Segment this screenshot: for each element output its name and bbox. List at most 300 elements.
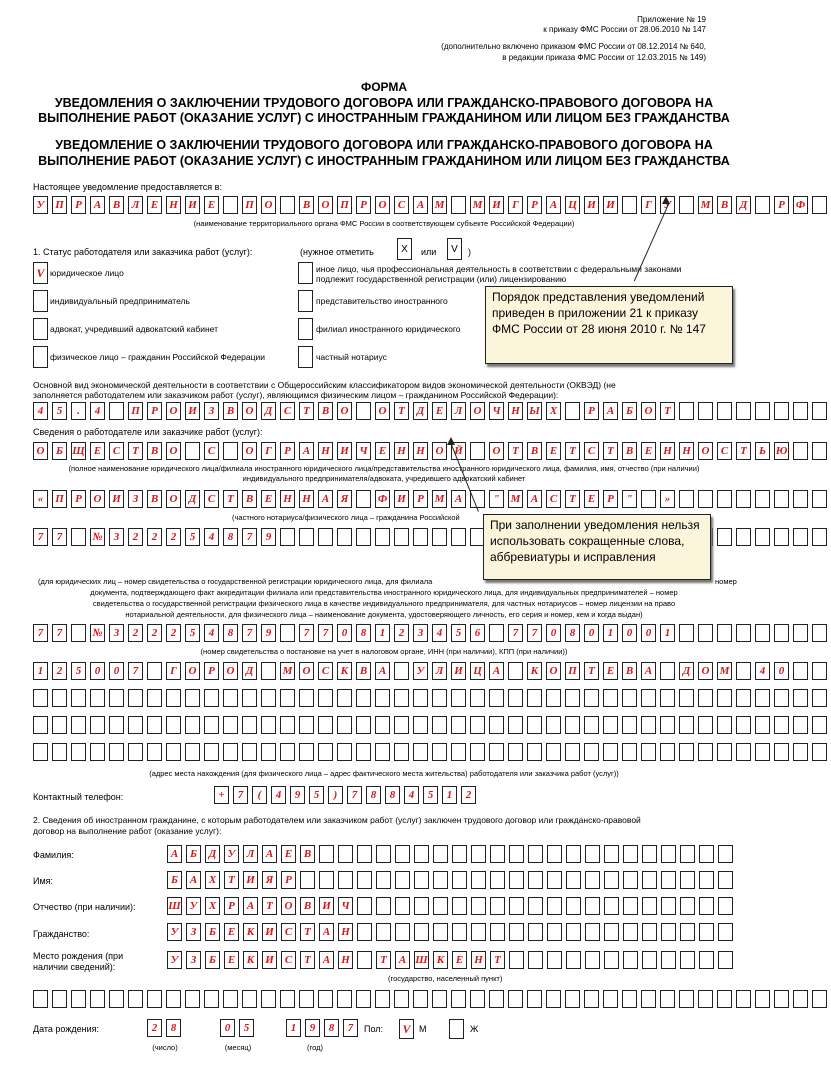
letter-cell[interactable]: О (242, 402, 257, 420)
letter-cell[interactable]: 8 (565, 624, 580, 642)
letter-cell[interactable] (509, 951, 524, 969)
letter-cell[interactable] (661, 897, 676, 915)
letter-cell[interactable]: З (186, 951, 201, 969)
letter-cell[interactable] (52, 743, 67, 761)
letter-cell[interactable] (337, 990, 352, 1008)
letter-cell[interactable] (736, 716, 751, 734)
letter-cell[interactable] (622, 743, 637, 761)
letter-cell[interactable] (565, 402, 580, 420)
letter-cell[interactable]: 0 (546, 624, 561, 642)
letter-cell[interactable]: В (223, 402, 238, 420)
letter-cell[interactable]: И (185, 196, 200, 214)
letter-cell[interactable]: 7 (52, 528, 67, 546)
letter-cell[interactable] (660, 689, 675, 707)
letter-cell[interactable] (528, 951, 543, 969)
letter-cell[interactable] (623, 897, 638, 915)
letter-cell[interactable] (452, 897, 467, 915)
letter-cell[interactable] (375, 716, 390, 734)
letter-cell[interactable]: И (489, 196, 504, 214)
letter-cell[interactable]: Ч (338, 897, 353, 915)
letter-cell[interactable]: 7 (347, 786, 362, 804)
letter-cell[interactable]: Ш (167, 897, 182, 915)
letter-cell[interactable] (280, 743, 295, 761)
letter-cell[interactable]: 5 (52, 402, 67, 420)
letter-cell[interactable]: А (262, 845, 277, 863)
letter-cell[interactable] (566, 951, 581, 969)
letter-cell[interactable] (736, 490, 751, 508)
letter-cell[interactable] (433, 845, 448, 863)
letter-cell[interactable] (109, 990, 124, 1008)
letter-cell[interactable]: Р (584, 402, 599, 420)
letter-cell[interactable] (755, 490, 770, 508)
letter-cell[interactable]: 2 (166, 624, 181, 642)
letter-cell[interactable] (395, 845, 410, 863)
letter-cell[interactable] (584, 990, 599, 1008)
letter-cell[interactable]: О (299, 662, 314, 680)
letter-cell[interactable]: О (698, 662, 713, 680)
letter-cell[interactable]: П (242, 196, 257, 214)
letter-cell[interactable] (261, 716, 276, 734)
letter-cell[interactable] (793, 716, 808, 734)
letter-cell[interactable] (679, 990, 694, 1008)
letter-cell[interactable]: Н (166, 196, 181, 214)
letter-cell[interactable] (774, 689, 789, 707)
letter-cell[interactable] (585, 951, 600, 969)
letter-cell[interactable]: Р (147, 402, 162, 420)
letter-cell[interactable]: 6 (470, 624, 485, 642)
letter-cell[interactable]: 0 (337, 624, 352, 642)
letter-cell[interactable]: Ц (470, 662, 485, 680)
letter-cell[interactable] (470, 442, 485, 460)
letter-cell[interactable] (471, 871, 486, 889)
letter-cell[interactable]: Г (261, 442, 276, 460)
letter-cell[interactable] (565, 716, 580, 734)
letter-cell[interactable]: В (299, 196, 314, 214)
letter-cell[interactable] (793, 990, 808, 1008)
letter-cell[interactable] (604, 871, 619, 889)
letter-cell[interactable] (319, 871, 334, 889)
letter-cell[interactable] (223, 442, 238, 460)
letter-cell[interactable]: О (641, 402, 656, 420)
birth-year-grid[interactable] (286, 1019, 362, 1037)
letter-cell[interactable] (432, 743, 447, 761)
letter-cell[interactable]: О (546, 662, 561, 680)
letter-cell[interactable]: С (109, 442, 124, 460)
letter-cell[interactable] (528, 871, 543, 889)
letter-cell[interactable] (699, 897, 714, 915)
letter-cell[interactable] (375, 990, 390, 1008)
checkbox-representative-office[interactable] (298, 290, 313, 312)
letter-cell[interactable] (699, 951, 714, 969)
letter-cell[interactable] (680, 923, 695, 941)
letter-cell[interactable] (109, 689, 124, 707)
letter-cell[interactable]: А (641, 662, 656, 680)
letter-cell[interactable]: С (584, 442, 599, 460)
letter-cell[interactable]: 7 (33, 624, 48, 642)
letter-cell[interactable] (642, 923, 657, 941)
letter-cell[interactable]: А (603, 402, 618, 420)
letter-cell[interactable] (109, 743, 124, 761)
letter-cell[interactable]: Т (376, 951, 391, 969)
letter-cell[interactable]: Е (452, 951, 467, 969)
letter-cell[interactable]: 7 (233, 786, 248, 804)
letter-cell[interactable] (470, 716, 485, 734)
letter-cell[interactable]: В (318, 402, 333, 420)
letter-cell[interactable]: 7 (242, 624, 257, 642)
checkbox-notary[interactable] (298, 346, 313, 368)
letter-cell[interactable]: Т (300, 923, 315, 941)
letter-cell[interactable] (147, 689, 162, 707)
letter-cell[interactable]: Л (128, 196, 143, 214)
letter-cell[interactable]: 4 (432, 624, 447, 642)
letter-cell[interactable] (90, 743, 105, 761)
letter-cell[interactable]: М (432, 490, 447, 508)
letter-cell[interactable] (755, 990, 770, 1008)
letter-cell[interactable] (718, 871, 733, 889)
letter-cell[interactable] (185, 442, 200, 460)
letter-cell[interactable]: 8 (366, 786, 381, 804)
letter-cell[interactable] (299, 528, 314, 546)
letter-cell[interactable]: З (204, 402, 219, 420)
letter-cell[interactable] (793, 402, 808, 420)
letter-cell[interactable] (337, 743, 352, 761)
letter-cell[interactable] (774, 490, 789, 508)
letter-cell[interactable]: О (318, 196, 333, 214)
letter-cell[interactable]: 9 (290, 786, 305, 804)
letter-cell[interactable]: А (546, 196, 561, 214)
letter-cell[interactable] (660, 662, 675, 680)
letter-cell[interactable]: 7 (508, 624, 523, 642)
letter-cell[interactable] (147, 662, 162, 680)
letter-cell[interactable]: 2 (52, 662, 67, 680)
letter-cell[interactable] (603, 990, 618, 1008)
letter-cell[interactable]: Ф (375, 490, 390, 508)
letter-cell[interactable] (585, 845, 600, 863)
letter-cell[interactable]: С (394, 196, 409, 214)
letter-cell[interactable]: Т (565, 442, 580, 460)
letter-cell[interactable]: П (52, 490, 67, 508)
letter-cell[interactable] (698, 624, 713, 642)
letter-cell[interactable]: И (319, 897, 334, 915)
letter-cell[interactable]: 9 (305, 1019, 320, 1037)
letter-cell[interactable] (604, 951, 619, 969)
letter-cell[interactable] (565, 689, 580, 707)
birthplace-grid[interactable] (167, 951, 737, 969)
letter-cell[interactable] (680, 951, 695, 969)
letter-cell[interactable]: 8 (166, 1019, 181, 1037)
letter-cell[interactable]: Т (603, 442, 618, 460)
letter-cell[interactable] (432, 716, 447, 734)
letter-cell[interactable] (413, 528, 428, 546)
letter-cell[interactable] (585, 923, 600, 941)
letter-cell[interactable] (489, 689, 504, 707)
letter-cell[interactable] (414, 923, 429, 941)
letter-cell[interactable] (812, 624, 827, 642)
letter-cell[interactable] (470, 490, 485, 508)
letter-cell[interactable] (90, 716, 105, 734)
letter-cell[interactable]: . (71, 402, 86, 420)
letter-cell[interactable] (318, 716, 333, 734)
letter-cell[interactable]: 1 (286, 1019, 301, 1037)
letter-cell[interactable]: Л (243, 845, 258, 863)
letter-cell[interactable] (71, 689, 86, 707)
letter-cell[interactable] (223, 689, 238, 707)
letter-cell[interactable]: И (337, 442, 352, 460)
checkbox-other-person[interactable] (298, 262, 313, 284)
letter-cell[interactable] (376, 845, 391, 863)
letter-cell[interactable]: З (186, 923, 201, 941)
letter-cell[interactable]: О (166, 490, 181, 508)
letter-cell[interactable] (793, 662, 808, 680)
letter-cell[interactable]: О (242, 442, 257, 460)
letter-cell[interactable]: О (33, 442, 48, 460)
letter-cell[interactable]: 2 (147, 1019, 162, 1037)
letter-cell[interactable] (547, 871, 562, 889)
letter-cell[interactable]: 7 (128, 662, 143, 680)
letter-cell[interactable]: И (185, 402, 200, 420)
letter-cell[interactable]: А (318, 490, 333, 508)
letter-cell[interactable] (433, 897, 448, 915)
letter-cell[interactable] (566, 897, 581, 915)
letter-cell[interactable] (337, 528, 352, 546)
letter-cell[interactable]: 7 (299, 624, 314, 642)
letter-cell[interactable] (660, 716, 675, 734)
letter-cell[interactable] (185, 743, 200, 761)
letter-cell[interactable] (812, 402, 827, 420)
letter-cell[interactable] (185, 990, 200, 1008)
letter-cell[interactable]: И (451, 662, 466, 680)
letter-cell[interactable]: Б (52, 442, 67, 460)
letter-cell[interactable] (717, 528, 732, 546)
letter-cell[interactable] (565, 743, 580, 761)
letter-cell[interactable] (261, 689, 276, 707)
letter-cell[interactable]: Д (736, 196, 751, 214)
letter-cell[interactable]: О (337, 402, 352, 420)
letter-cell[interactable]: 2 (128, 528, 143, 546)
patronymic-grid[interactable] (167, 897, 737, 915)
letter-cell[interactable] (755, 196, 770, 214)
letter-cell[interactable]: Е (432, 402, 447, 420)
letter-cell[interactable]: У (413, 662, 428, 680)
letter-cell[interactable]: В (356, 662, 371, 680)
letter-cell[interactable] (641, 689, 656, 707)
letter-cell[interactable] (280, 196, 295, 214)
letter-cell[interactable]: Е (603, 662, 618, 680)
letter-cell[interactable]: Р (774, 196, 789, 214)
letter-cell[interactable] (376, 871, 391, 889)
letter-cell[interactable] (641, 990, 656, 1008)
letter-cell[interactable] (204, 990, 219, 1008)
letter-cell[interactable] (755, 624, 770, 642)
letter-cell[interactable] (698, 689, 713, 707)
letter-cell[interactable]: 7 (318, 624, 333, 642)
letter-cell[interactable] (736, 662, 751, 680)
letter-cell[interactable] (128, 743, 143, 761)
letter-cell[interactable]: Б (186, 845, 201, 863)
letter-cell[interactable]: № (90, 528, 105, 546)
letter-cell[interactable] (52, 990, 67, 1008)
letter-cell[interactable]: 4 (33, 402, 48, 420)
letter-cell[interactable]: О (375, 402, 390, 420)
letter-cell[interactable]: Н (318, 442, 333, 460)
letter-cell[interactable] (357, 897, 372, 915)
letter-cell[interactable]: О (223, 662, 238, 680)
letter-cell[interactable] (585, 897, 600, 915)
letter-cell[interactable] (755, 402, 770, 420)
letter-cell[interactable] (508, 689, 523, 707)
sex-female-checkbox[interactable] (449, 1019, 464, 1039)
letter-cell[interactable] (470, 990, 485, 1008)
letter-cell[interactable] (375, 528, 390, 546)
letter-cell[interactable]: 2 (147, 528, 162, 546)
letter-cell[interactable] (109, 716, 124, 734)
letter-cell[interactable]: 1 (442, 786, 457, 804)
letter-cell[interactable] (242, 990, 257, 1008)
letter-cell[interactable] (280, 689, 295, 707)
letter-cell[interactable]: 5 (185, 528, 200, 546)
letter-cell[interactable] (338, 871, 353, 889)
letter-cell[interactable]: 2 (128, 624, 143, 642)
letter-cell[interactable] (299, 716, 314, 734)
letter-cell[interactable]: З (128, 490, 143, 508)
letter-cell[interactable] (699, 871, 714, 889)
letter-cell[interactable]: П (337, 196, 352, 214)
citizenship-grid[interactable] (167, 923, 737, 941)
letter-cell[interactable] (774, 402, 789, 420)
letter-cell[interactable] (242, 689, 257, 707)
letter-cell[interactable]: Е (584, 490, 599, 508)
letter-cell[interactable]: В (622, 662, 637, 680)
letter-cell[interactable] (338, 845, 353, 863)
letter-cell[interactable]: Б (205, 923, 220, 941)
letter-cell[interactable]: Е (375, 442, 390, 460)
letter-cell[interactable] (623, 871, 638, 889)
letter-cell[interactable] (622, 716, 637, 734)
letter-cell[interactable] (356, 402, 371, 420)
letter-cell[interactable]: Р (71, 490, 86, 508)
letter-cell[interactable] (242, 743, 257, 761)
letter-cell[interactable]: Г (641, 196, 656, 214)
letter-cell[interactable] (280, 624, 295, 642)
letter-cell[interactable]: 3 (109, 528, 124, 546)
letter-cell[interactable] (490, 871, 505, 889)
letter-cell[interactable] (679, 716, 694, 734)
letter-cell[interactable]: Р (527, 196, 542, 214)
letter-cell[interactable]: 4 (204, 624, 219, 642)
employer-name-grid-2[interactable] (33, 490, 831, 508)
letter-cell[interactable]: Р (204, 662, 219, 680)
letter-cell[interactable] (699, 845, 714, 863)
birthplace-extra-grid[interactable] (33, 990, 831, 1008)
letter-cell[interactable] (489, 624, 504, 642)
letter-cell[interactable]: Т (224, 871, 239, 889)
letter-cell[interactable] (452, 871, 467, 889)
letter-cell[interactable]: В (300, 897, 315, 915)
letter-cell[interactable] (774, 743, 789, 761)
letter-cell[interactable]: Ч (489, 402, 504, 420)
okved-grid[interactable] (33, 402, 831, 420)
letter-cell[interactable]: 5 (239, 1019, 254, 1037)
letter-cell[interactable] (261, 662, 276, 680)
letter-cell[interactable] (318, 689, 333, 707)
letter-cell[interactable] (128, 689, 143, 707)
letter-cell[interactable]: М (470, 196, 485, 214)
letter-cell[interactable]: 4 (271, 786, 286, 804)
letter-cell[interactable] (414, 871, 429, 889)
letter-cell[interactable]: Т (394, 402, 409, 420)
letter-cell[interactable]: А (167, 845, 182, 863)
letter-cell[interactable] (166, 716, 181, 734)
letter-cell[interactable]: А (375, 662, 390, 680)
letter-cell[interactable]: Я (337, 490, 352, 508)
letter-cell[interactable] (509, 923, 524, 941)
letter-cell[interactable] (509, 897, 524, 915)
letter-cell[interactable]: Е (261, 490, 276, 508)
letter-cell[interactable] (452, 923, 467, 941)
letter-cell[interactable]: У (186, 897, 201, 915)
letter-cell[interactable] (394, 528, 409, 546)
letter-cell[interactable] (223, 743, 238, 761)
letter-cell[interactable]: А (489, 662, 504, 680)
letter-cell[interactable] (470, 689, 485, 707)
letter-cell[interactable] (698, 990, 713, 1008)
letter-cell[interactable]: Т (223, 490, 238, 508)
letter-cell[interactable] (71, 624, 86, 642)
letter-cell[interactable] (547, 897, 562, 915)
letter-cell[interactable]: « (33, 490, 48, 508)
surname-grid[interactable] (167, 845, 737, 863)
letter-cell[interactable] (490, 923, 505, 941)
checkbox-lawyer[interactable] (33, 318, 48, 340)
letter-cell[interactable] (413, 716, 428, 734)
letter-cell[interactable] (565, 990, 580, 1008)
letter-cell[interactable]: 7 (242, 528, 257, 546)
letter-cell[interactable]: С (280, 402, 295, 420)
letter-cell[interactable] (547, 951, 562, 969)
letter-cell[interactable] (356, 689, 371, 707)
letter-cell[interactable] (185, 716, 200, 734)
letter-cell[interactable] (319, 845, 334, 863)
letter-cell[interactable]: Т (299, 402, 314, 420)
letter-cell[interactable] (433, 871, 448, 889)
letter-cell[interactable]: 3 (109, 624, 124, 642)
letter-cell[interactable] (414, 845, 429, 863)
letter-cell[interactable] (318, 743, 333, 761)
letter-cell[interactable]: Р (280, 442, 295, 460)
letter-cell[interactable] (793, 624, 808, 642)
letter-cell[interactable] (433, 923, 448, 941)
letter-cell[interactable] (413, 689, 428, 707)
letter-cell[interactable] (261, 990, 276, 1008)
letter-cell[interactable] (223, 990, 238, 1008)
letter-cell[interactable]: ( (252, 786, 267, 804)
letter-cell[interactable] (375, 743, 390, 761)
letter-cell[interactable] (357, 951, 372, 969)
letter-cell[interactable] (603, 689, 618, 707)
letter-cell[interactable] (679, 689, 694, 707)
letter-cell[interactable]: Н (394, 442, 409, 460)
letter-cell[interactable]: Я (262, 871, 277, 889)
letter-cell[interactable] (566, 845, 581, 863)
letter-cell[interactable]: С (717, 442, 732, 460)
checkbox-individual-entrepreneur[interactable] (33, 290, 48, 312)
letter-cell[interactable] (604, 897, 619, 915)
letter-cell[interactable] (242, 716, 257, 734)
letter-cell[interactable] (451, 689, 466, 707)
letter-cell[interactable]: Х (546, 402, 561, 420)
letter-cell[interactable]: 4 (404, 786, 419, 804)
letter-cell[interactable] (680, 871, 695, 889)
